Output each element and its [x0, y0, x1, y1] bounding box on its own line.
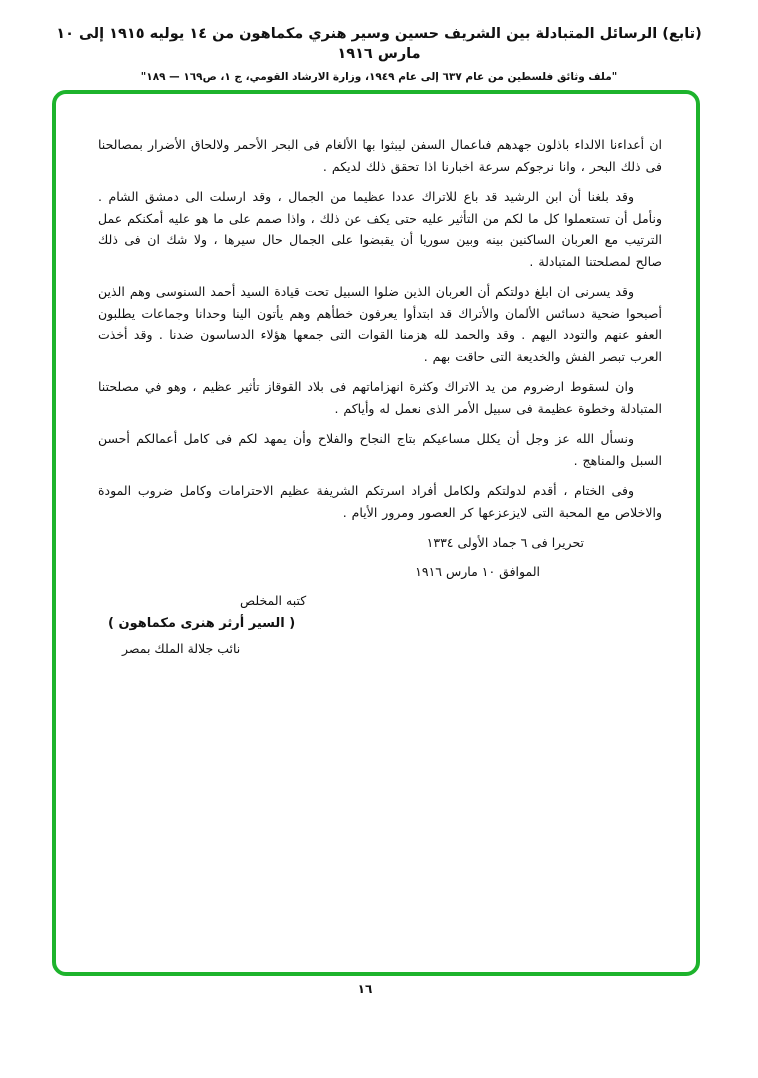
signature-written-by: كتبه المخلص: [240, 593, 307, 608]
letter-paragraph: وقد يسرنى ان ابلغ دولتكم أن العربان الذين ضلوا السبيل تحت قيادة السيد أحمد السنوسى وهم الذين أصبحوا ضحية دسائس الألمان والأتراك قد ابتدأوا يعرفون خطأهم وهم يأتون الينا وحدانا وجماعات يطلبون العفو عنهم والتودد اليهم . وقد والحمد لله هزمنا القوات التى جمعها هؤلاء الدساسون ضدنا . وقد أخذت العرب تبصر الفش والخديعة التى حاقت بهم .: [98, 284, 662, 364]
letter-frame: [52, 90, 700, 976]
document-source-citation: "ملف وثائق فلسطين من عام ٦٣٧ إلى عام ١٩٤٩، وزارة الارشاد القومي، ج ١، ص١٦٩ — ١٨٩": [140, 71, 618, 83]
letter-body: [56, 94, 696, 670]
letter-date-hijri: تحريرا فى ٦ جماد الأولى ١٣٣٤: [426, 535, 584, 550]
letter-paragraph: وان لسقوط ارضروم من يد الاتراك وكثرة انهزاماتهم فى بلاد القوقاز تأثير عظيم ، وهو في مصلحتنا المتبادلة وخطوة عظيمة فى سبيل الأمر الذى نعمل له وأياكم .: [98, 379, 662, 416]
page-number: ١٦: [357, 982, 373, 996]
signature-title: نائب جلالة الملك بمصر: [122, 641, 241, 656]
letter-paragraph: وقد بلغنا أن ابن الرشيد قد باع للاتراك عددا عظيما من الجمال ، وقد ارسلت الى دمشق الشام . ونأمل أن تستعملوا كل ما لكم من التأثير عليه حتى يكف عن ذلك ، واذا صمم على ما هو عليه أمكنكم عمل الترتيب مع العربان الساكنين بينه وبين سوريا أن يقبضوا على الجمال حال سيرها ، ولا شك ان فى ذلك صالح لمصلحتنا المتبادلة .: [98, 189, 662, 269]
letter-paragraph: وفى الختام ، أقدم لدولتكم ولكامل أفراد اسرتكم الشريفة عظيم الاحترامات وكامل ضروب المودة والاخلاص مع المحبة التى لايزعزعها كر العصور ومرور الأيام .: [98, 483, 662, 520]
signature-name: ( السير أرثر هنرى مكماهون ): [108, 616, 296, 631]
signature-block: [98, 590, 662, 670]
letter-paragraph: ان أعداءنا الالداء باذلون جهدهم فىاعمال السفن ليبثوا بها الألغام فى البحر الأحمر ولالحاق الأضرار بمصالحنا فى ذلك البحر ، وانا نرجوكم سرعة اخبارنا اذا تحقق ذلك لديكم .: [98, 137, 662, 174]
document-title: (تابع) الرسائل المتبادلة بين الشريف حسين وسير هنري مكماهون من ١٤ يوليه ١٩١٥ إلى ١٠ مارس ١٩١٦: [56, 26, 702, 62]
page-header: [0, 24, 758, 84]
letter-date-gregorian: الموافق ١٠ مارس ١٩١٦: [415, 564, 540, 579]
letter-paragraph: ونسأل الله عز وجل أن يكلل مساعيكم بتاج النجاح والفلاح وأن يمهد لكم فى كامل أعمالكم أحسن السبل والمناهج .: [98, 431, 662, 468]
